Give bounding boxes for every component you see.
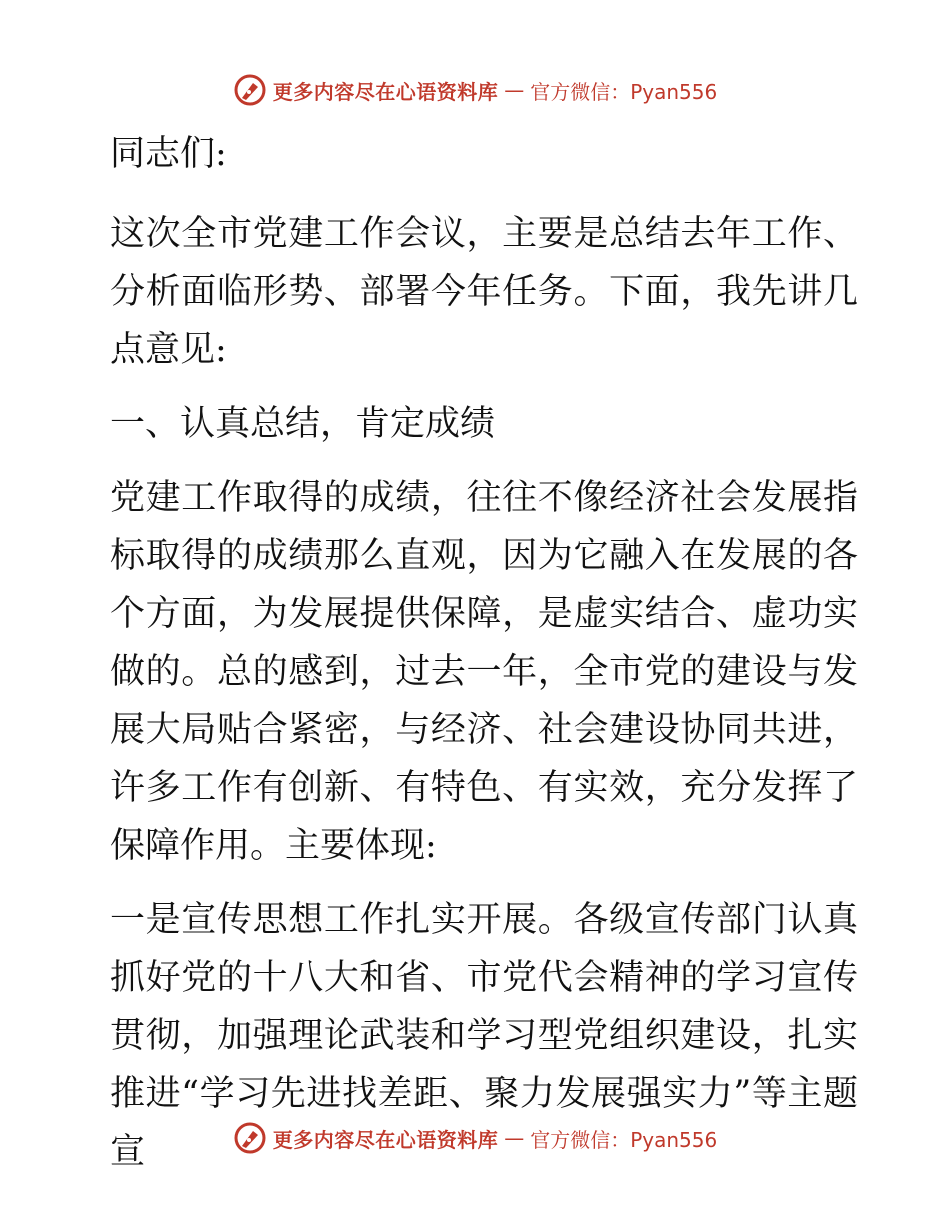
watermark-wechat: 官方微信：Pyan556 bbox=[530, 1127, 718, 1152]
paragraph-intro: 这次全市党建工作会议，主要是总结去年工作、分析面临形势、部署今年任务。下面，我先讲几点意见: bbox=[110, 214, 858, 370]
header-watermark bbox=[0, 70, 950, 110]
section-heading: 一、认真总结，肯定成绩 bbox=[110, 404, 496, 444]
watermark-wechat: 官方微信：Pyan556 bbox=[530, 79, 718, 104]
pen-nib-logo-icon bbox=[233, 73, 267, 107]
watermark-separator: — bbox=[504, 1126, 525, 1150]
watermark-brand: 更多内容尽在心语资料库 bbox=[272, 1127, 499, 1152]
pen-nib-logo-icon bbox=[233, 1121, 267, 1155]
greeting: 同志们: bbox=[110, 134, 227, 174]
watermark-brand: 更多内容尽在心语资料库 bbox=[272, 79, 499, 104]
watermark-separator: — bbox=[504, 78, 525, 102]
document-body bbox=[98, 125, 858, 1197]
footer-watermark bbox=[0, 1118, 950, 1158]
paragraph-propaganda: 一是宣传思想工作扎实开展。各级宣传部门认真抓好党的十八大和省、市党代会精神的学习宣传贯彻，加强理论武装和学习型党组织建设，扎实推进“学习先进找差距、聚力发展强实力”等主题宣 bbox=[110, 900, 858, 1172]
paragraph-achievements: 党建工作取得的成绩，往往不像经济社会发展指标取得的成绩那么直观，因为它融入在发展的各个方面，为发展提供保障，是虚实结合、虚功实做的。总的感到，过去一年，全市党的建设与发展大局贴合紧密，与经济、社会建设协同共进，许多工作有创新、有特色、有实效，充分发挥了保障作用。主要体现: bbox=[110, 478, 858, 866]
